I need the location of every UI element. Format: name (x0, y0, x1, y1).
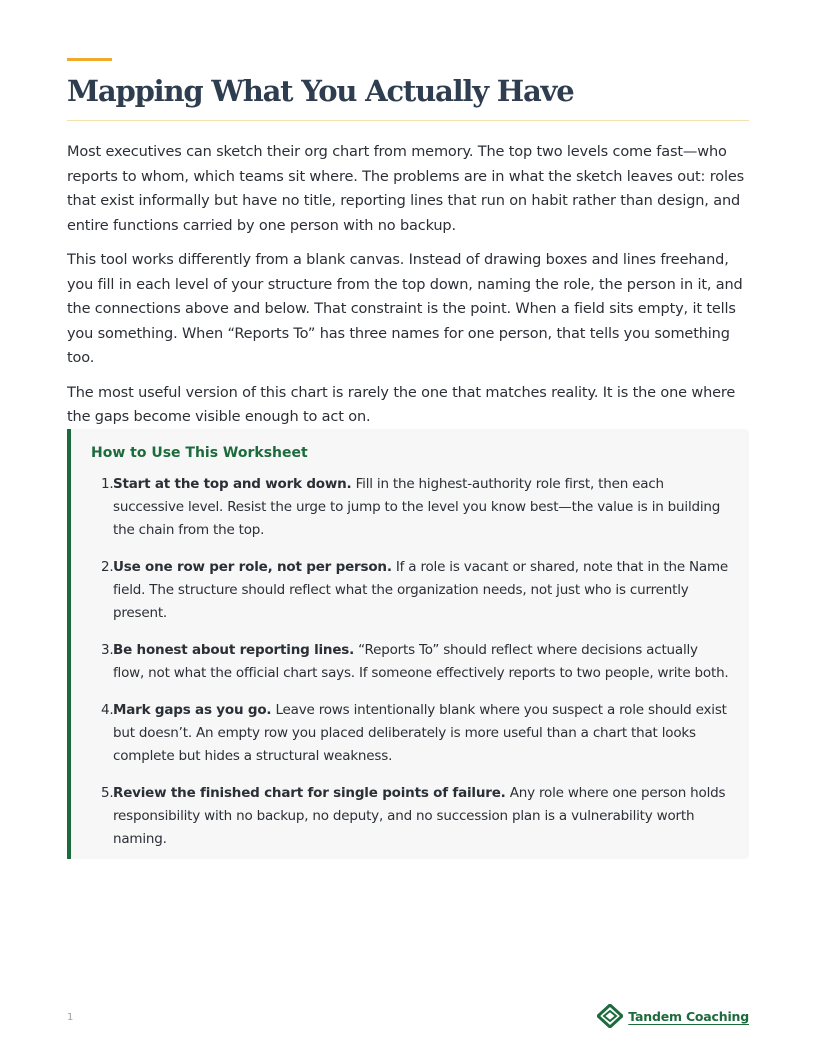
instruction-step (91, 639, 731, 685)
step-number: 5. (101, 785, 114, 801)
step-text: Fill in the highest-authority role first, then each successive level. Resist the urge to jump to the level you know best—the value is in building the chain from the top. (113, 476, 721, 538)
instruction-step (91, 782, 731, 851)
brand-footer (597, 1004, 749, 1028)
intro-section (67, 140, 752, 440)
intro-paragraph: Most executives can sketch their org chart from memory. The top two levels come fast—who reports to whom, which teams sit where. The problems are in what the sketch leaves out: roles that exist informally but have no title, reporting lines that run on habit rather than design, and entire functions carried by one person with no backup. (67, 144, 745, 234)
instruction-step (91, 699, 731, 768)
step-text: Any role where one person holds responsibility with no backup, no deputy, and no succession plan is a vulnerability worth naming. (113, 785, 726, 847)
title-accent-bar (67, 58, 112, 61)
step-text: If a role is vacant or shared, note that in the Name field. The structure should reflect what the organization needs, not just who is currently present. (113, 559, 729, 621)
instruction-step (91, 473, 731, 542)
intro-paragraph: The most useful version of this chart is rarely the one that matches reality. It is the one where the gaps become visible enough to act on. (67, 384, 736, 425)
callout-title: How to Use This Worksheet (91, 445, 308, 461)
page-number: 1 (67, 1012, 74, 1023)
step-lead: Be honest about reporting lines. (113, 642, 355, 658)
step-lead: Use one row per role, not per person. (113, 559, 392, 575)
step-text: “Reports To” should reflect where decisions actually flow, not what the official chart says. If someone effectively reports to two people, write both. (113, 642, 729, 681)
intro-paragraph: This tool works differently from a blank canvas. Instead of drawing boxes and lines freehand, you fill in each level of your structure from the top down, naming the role, the person in it, and the connections above and below. That constraint is the point. When a field sits empty, it tells you something. When “Reports To” has three names for one person, that tells you something too. (67, 252, 743, 366)
instruction-list (91, 473, 731, 865)
step-number: 2. (101, 559, 114, 575)
instructions-callout (67, 429, 749, 859)
instruction-step (91, 556, 731, 625)
step-number: 3. (101, 642, 114, 658)
brand-name: Tandem Coaching (628, 1008, 749, 1024)
diamond-logo-icon (597, 1004, 623, 1028)
title-divider (67, 120, 749, 121)
page-title: Mapping What You Actually Have (67, 74, 574, 108)
step-text: Leave rows intentionally blank where you suspect a role should exist but doesn’t. An empty row you placed deliberately is more useful than a chart that looks complete but hides a structural weakness. (113, 702, 727, 764)
step-number: 1. (101, 476, 114, 492)
step-lead: Review the finished chart for single points of failure. (113, 785, 506, 801)
step-lead: Mark gaps as you go. (113, 702, 272, 718)
step-number: 4. (101, 702, 114, 718)
step-lead: Start at the top and work down. (113, 476, 352, 492)
